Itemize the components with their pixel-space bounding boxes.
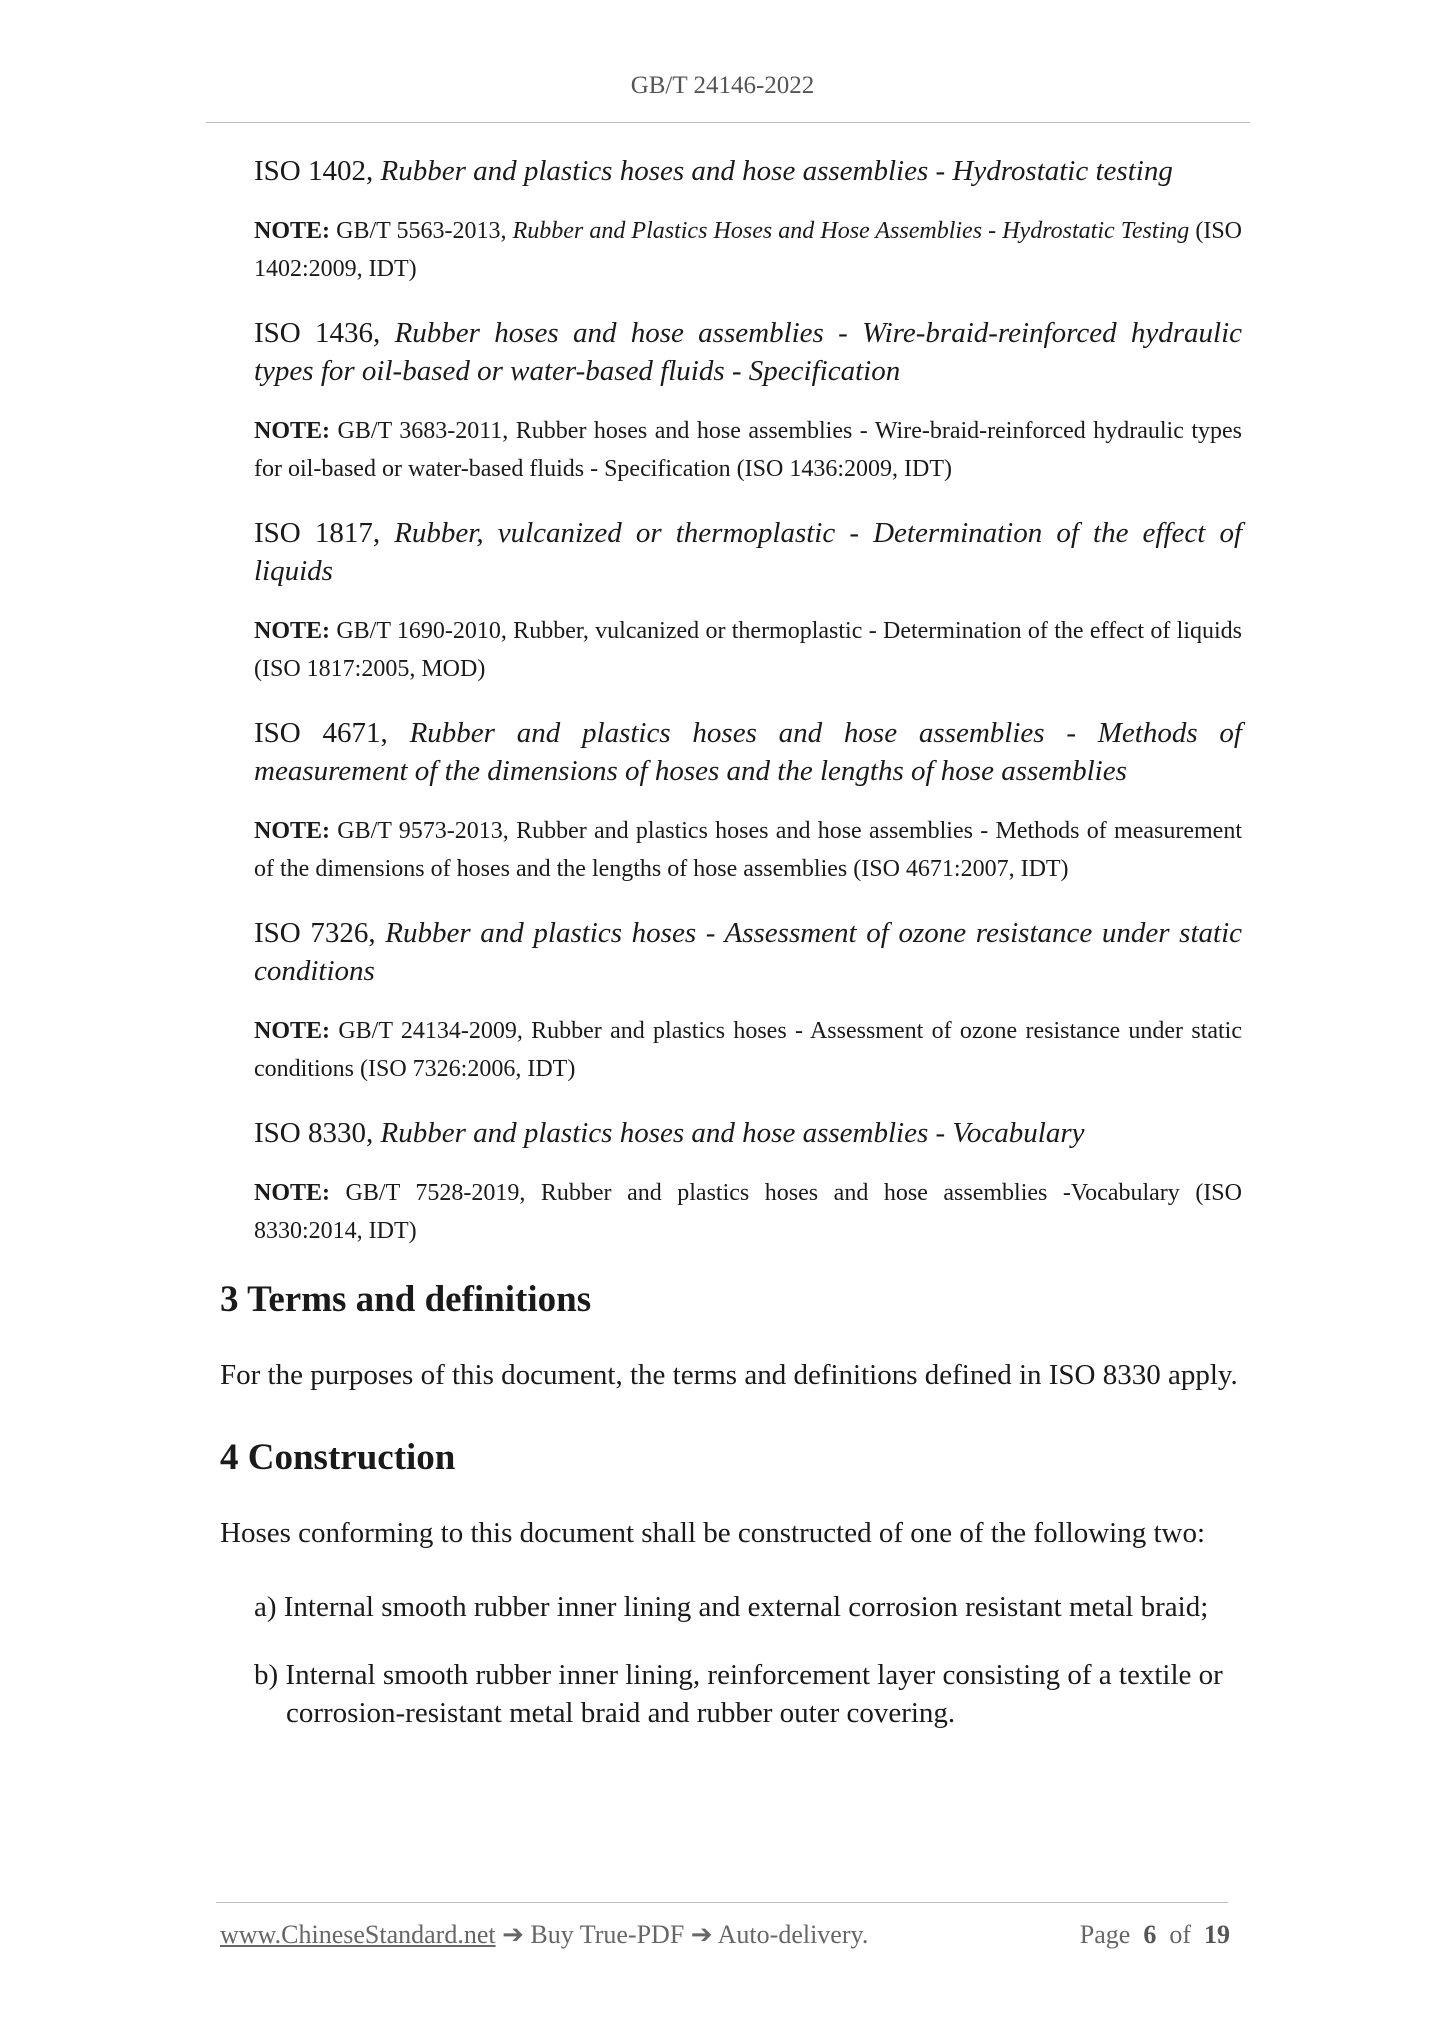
document-body xyxy=(220,152,1242,1762)
reference-note: NOTE: GB/T 9573-2013, Rubber and plastics hoses and hose assemblies - Methods of measurement of the dimensions of hoses and the lengths of hose assemblies (ISO 4671:2007, IDT) xyxy=(254,818,1242,882)
document-code: GB/T 24146-2022 xyxy=(630,72,815,99)
total-pages: 19 xyxy=(1204,1920,1230,1949)
reference-entry: ISO 1817, Rubber, vulcanized or thermoplastic - Determination of the effect of liquids xyxy=(254,517,1242,587)
reference-note: NOTE: GB/T 7528-2019, Rubber and plastics hoses and hose assemblies -Vocabulary (ISO 8330:2014, IDT) xyxy=(254,1180,1242,1244)
page-header xyxy=(0,72,1445,100)
page-footer xyxy=(220,1920,1230,1950)
construction-list xyxy=(254,1588,1242,1732)
reference-title: Rubber hoses and hose assemblies - Wire-braid-reinforced hydraulic types for oil-based or water-based fluids - Specification xyxy=(254,317,1242,387)
reference-note: NOTE: GB/T 24134-2009, Rubber and plastics hoses - Assessment of ozone resistance under static conditions (ISO 7326:2006, IDT) xyxy=(254,1018,1242,1082)
list-item: b) Internal smooth rubber inner lining, reinforcement layer consisting of a textile or corrosion-resistant metal braid and rubber outer covering. xyxy=(254,1659,1223,1729)
section-heading-terms: 3 Terms and definitions xyxy=(220,1279,592,1320)
reference-note: NOTE: GB/T 1690-2010, Rubber, vulcanized or thermoplastic - Determination of the effect of liquids (ISO 1817:2005, MOD) xyxy=(254,618,1242,682)
reference-title: Rubber and plastics hoses and hose assemblies - Vocabulary xyxy=(380,1117,1085,1149)
reference-entry: ISO 1402, Rubber and plastics hoses and hose assemblies - Hydrostatic testing xyxy=(254,155,1173,187)
reference-title: Rubber, vulcanized or thermoplastic - Determination of the effect of liquids xyxy=(254,517,1242,587)
buy-text: Buy True-PDF xyxy=(523,1920,691,1949)
website-link[interactable]: www.ChineseStandard.net xyxy=(220,1920,496,1949)
reference-entry: ISO 7326, Rubber and plastics hoses - Assessment of ozone resistance under static conditions xyxy=(254,917,1243,987)
reference-entry: ISO 4671, Rubber and plastics hoses and hose assemblies - Methods of measurement of the dimensions of hoses and the lengths of hose assemblies xyxy=(254,717,1242,787)
reference-entry: ISO 1436, Rubber hoses and hose assemblies - Wire-braid-reinforced hydraulic types for oil-based or water-based fluids - Specification xyxy=(254,317,1242,387)
reference-title: Rubber and plastics hoses - Assessment of ozone resistance under static conditions xyxy=(254,917,1243,987)
current-page: 6 xyxy=(1143,1920,1157,1949)
arrow-icon: ➔ xyxy=(502,1920,524,1949)
reference-entry: ISO 8330, Rubber and plastics hoses and hose assemblies - Vocabulary xyxy=(254,1117,1085,1149)
reference-note: NOTE: GB/T 5563-2013, Rubber and Plastics Hoses and Hose Assemblies - Hydrostatic Testing (ISO 1402:2009, IDT) xyxy=(254,218,1243,282)
page-number: Page 6 of 19 xyxy=(1079,1920,1230,1949)
footer-divider xyxy=(216,1902,1228,1903)
reference-title: Rubber and plastics hoses and hose assemblies - Hydrostatic testing xyxy=(380,155,1173,187)
section-paragraph: For the purposes of this document, the terms and definitions defined in ISO 8330 apply. xyxy=(220,1359,1238,1391)
header-divider xyxy=(206,122,1250,123)
delivery-text: Auto-delivery. xyxy=(712,1920,869,1949)
arrow-icon: ➔ xyxy=(690,1920,713,1949)
reference-title: Rubber and plastics hoses and hose assemblies - Methods of measurement of the dimensions of hoses and the lengths of hose assemblies xyxy=(254,717,1242,787)
list-item: a) Internal smooth rubber inner lining and external corrosion resistant metal braid; xyxy=(254,1591,1209,1623)
section-paragraph: Hoses conforming to this document shall be constructed of one of the following two: xyxy=(220,1517,1206,1549)
section-heading-construction: 4 Construction xyxy=(220,1437,456,1478)
reference-note: NOTE: GB/T 3683-2011, Rubber hoses and hose assemblies - Wire-braid-reinforced hydraulic types for oil-based or water-based fluids - Specification (ISO 1436:2009, IDT) xyxy=(254,418,1242,482)
